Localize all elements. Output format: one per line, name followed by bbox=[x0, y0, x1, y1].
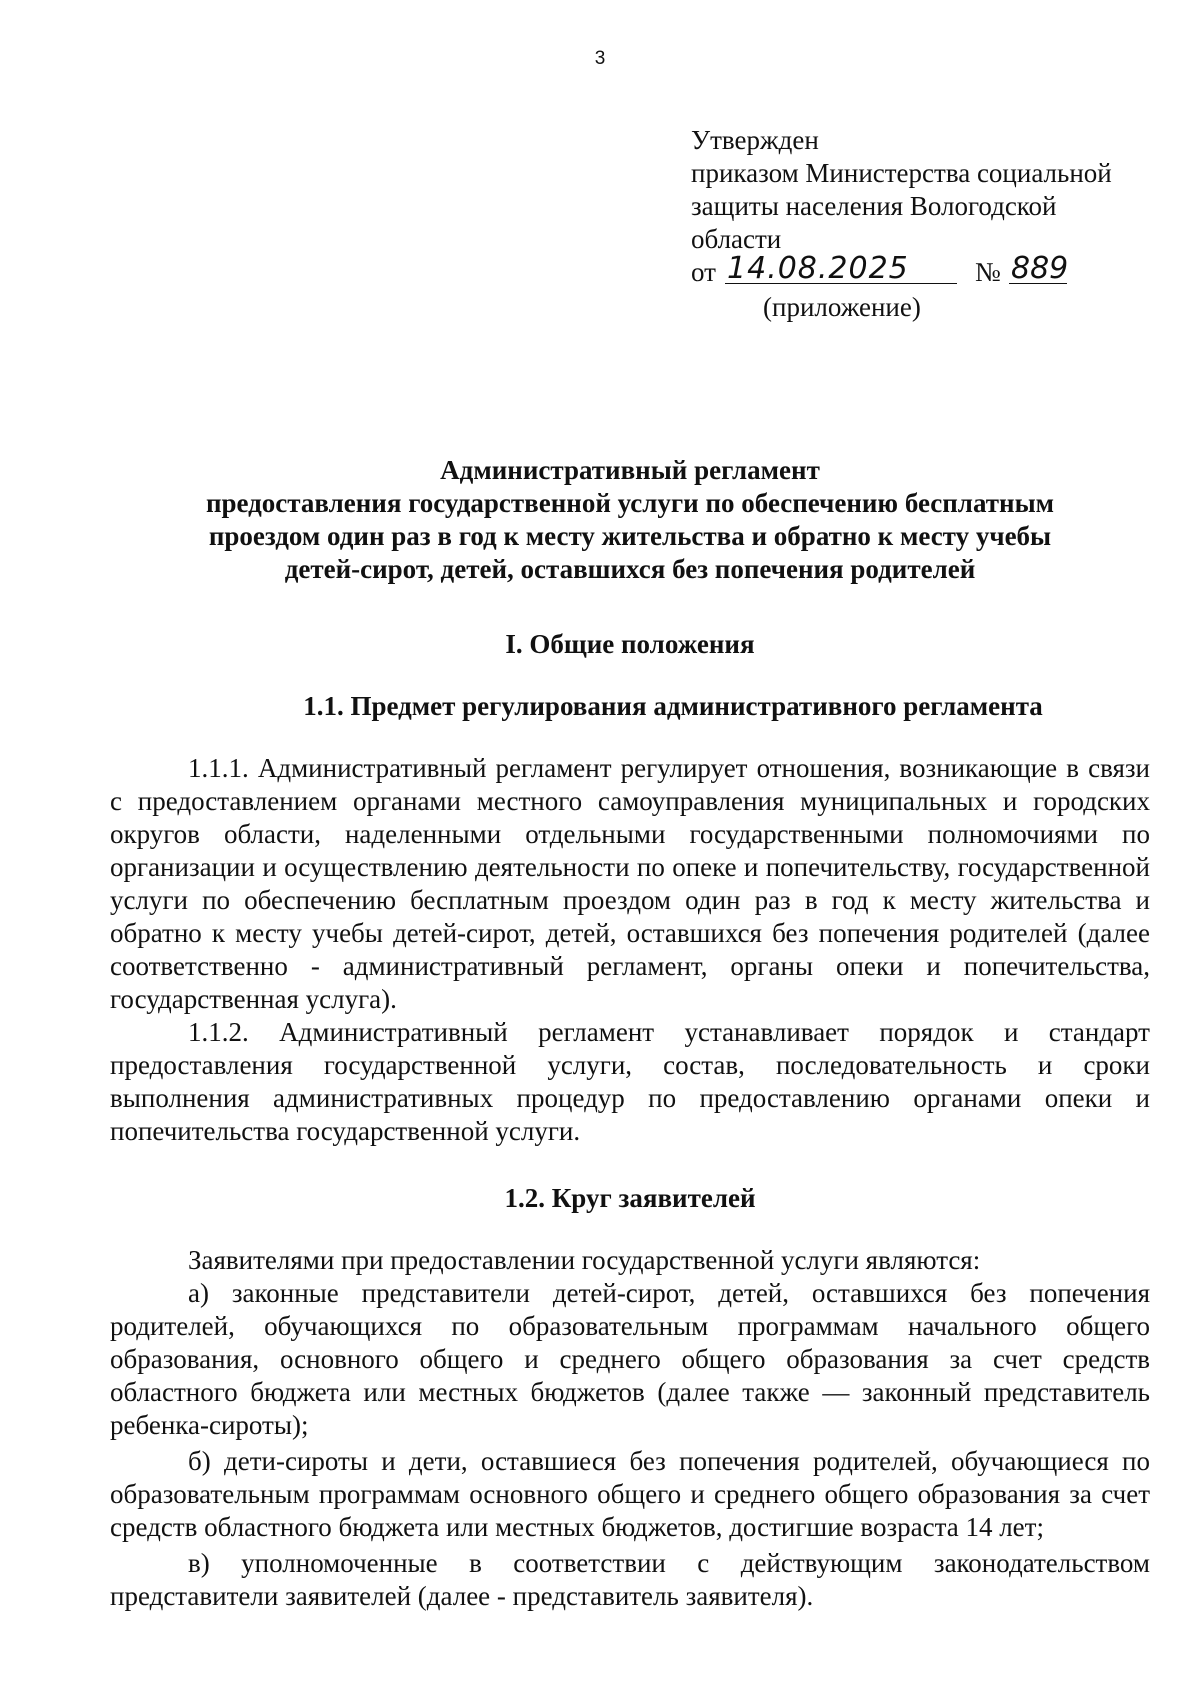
paragraph-applicants-v: в) уполномоченные в соответствии с действующим законодательством представители заявителей (далее - представитель заявителя). bbox=[110, 1548, 1150, 1611]
approval-line-3: защиты населения Вологодской bbox=[691, 191, 1057, 221]
subsection-1-1-body bbox=[110, 752, 1150, 1148]
page-number: 3 bbox=[594, 48, 606, 69]
handwritten-date: 14.08.2025 bbox=[727, 251, 909, 286]
paragraph-1-1-1: 1.1.1. Административный регламент регулирует отношения, возникающие в связи с предоставлением органами местного самоуправления муниципальных и городских округов области, наделенными отдельными государственными полномочиями по организации и осуществлению деятельности по опеке и попечительству, государственной услуги по обеспечению бесплатным проездом один раз в год к месту жительства и обратно к месту учебы детей-сирот, детей, оставшихся без попечения родителей (далее соответственно - административный регламент, органы опеки и попечительства, государственная услуга). bbox=[110, 753, 1150, 1014]
paragraph-applicants-intro: Заявителями при предоставлении государственной услуги являются: bbox=[188, 1245, 981, 1275]
approval-line-1: Утвержден bbox=[691, 125, 819, 155]
title-line-3: проездом один раз в год к месту жительства и обратно к месту учебы bbox=[208, 521, 1052, 551]
subsection-heading-1-2: 1.2. Круг заявителей bbox=[504, 1183, 756, 1213]
paragraph-applicants-b: б) дети-сироты и дети, оставшиеся без попечения родителей, обучающиеся по образовательным программам основного общего и среднего общего образования за счет средств областного бюджета или местных бюджетов, достигшие возраста 14 лет; bbox=[110, 1446, 1150, 1542]
date-prefix: от bbox=[691, 257, 716, 287]
document-title bbox=[110, 454, 1150, 586]
paragraph-1-1-2: 1.1.2. Административный регламент устанавливает порядок и стандарт предоставления государственной услуги, состав, последовательность и сроки выполнения административных процедур по предоставлению органами опеки и попечительства государственной услуги. bbox=[110, 1017, 1150, 1146]
title-line-1: Административный регламент bbox=[440, 455, 820, 485]
number-sign: № bbox=[975, 257, 1001, 287]
approval-line-2: приказом Министерства социальной bbox=[691, 158, 1112, 188]
title-line-4: детей-сирот, детей, оставшихся без попечения родителей bbox=[284, 554, 976, 584]
title-line-2: предоставления государственной услуги по обеспечению бесплатным bbox=[205, 488, 1055, 518]
section-heading-general: I. Общие положения bbox=[505, 629, 755, 659]
subsection-1-2-body bbox=[110, 1244, 1150, 1613]
paragraph-applicants-a: а) законные представители детей-сирот, детей, оставшихся без попечения родителей, обучающихся по образовательным программам начального общего образования, основного общего и среднего общего образования за счет средств областного бюджета или местных бюджетов (далее также — законный представитель ребенка-сироты); bbox=[110, 1278, 1150, 1440]
subsection-heading-1-1: 1.1. Предмет регулирования административного регламента bbox=[303, 691, 1043, 721]
appendix-label: (приложение) bbox=[763, 292, 921, 322]
approval-date-line bbox=[691, 251, 1171, 289]
approval-stamp-block bbox=[691, 124, 1171, 324]
approval-line-4: области bbox=[691, 224, 782, 254]
handwritten-number: 889 bbox=[1011, 251, 1069, 286]
